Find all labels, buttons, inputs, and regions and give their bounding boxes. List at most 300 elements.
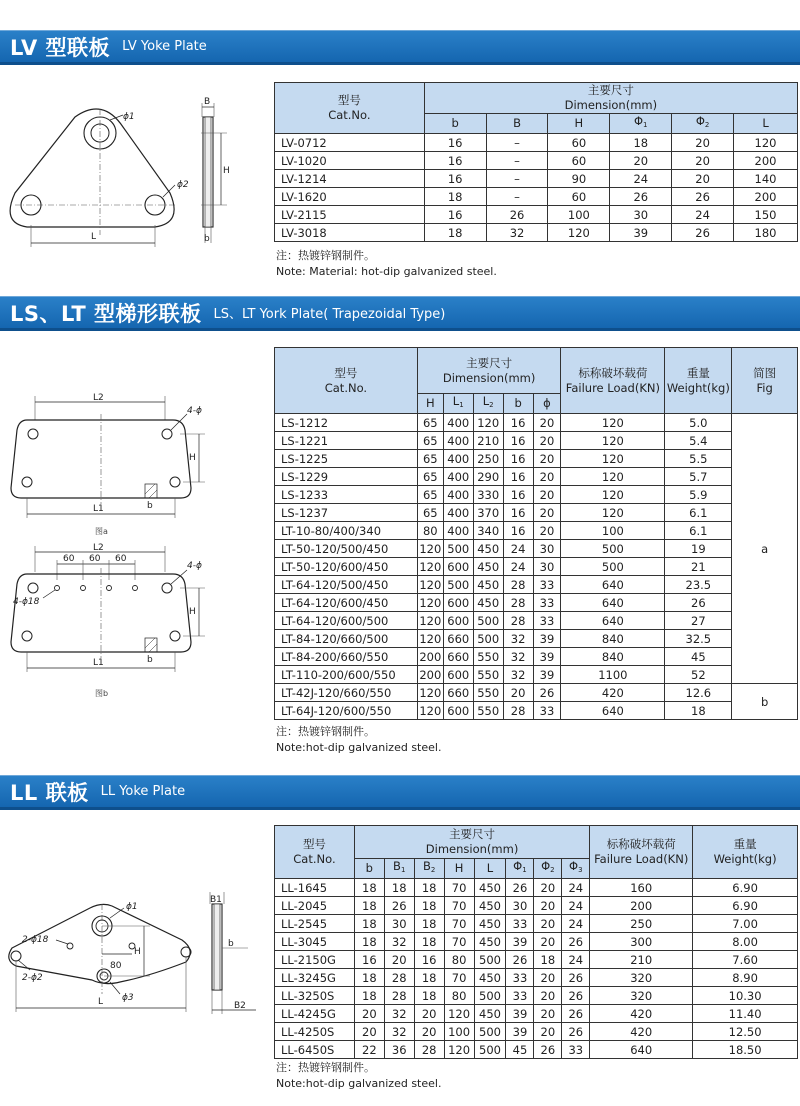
table-cell: 19	[665, 540, 732, 558]
table-cell: 33	[506, 915, 534, 933]
table-row	[275, 648, 798, 666]
table-cell: 250	[473, 450, 503, 468]
table-cell: 33	[533, 594, 561, 612]
ls-b-L2-label: L2	[93, 543, 104, 553]
table-row	[275, 1023, 798, 1041]
table-cell: 26	[486, 206, 548, 224]
ll-load-header	[590, 826, 693, 879]
table-cell: 400	[443, 486, 473, 504]
cat-header-cn: 型号	[302, 837, 326, 851]
col-header: $B_1$	[384, 859, 414, 879]
ls-b-60b-label: 60	[89, 554, 101, 564]
table-cell: 400	[443, 450, 473, 468]
section-title-cn: LL 联板	[10, 780, 89, 805]
table-cell: 20	[534, 915, 562, 933]
table-cell: 840	[561, 648, 665, 666]
table-cell: 450	[474, 879, 506, 897]
cat-header-cn: 型号	[334, 365, 358, 380]
fig-cell: b	[732, 684, 798, 720]
table-row	[275, 1041, 798, 1059]
ll-spec-table	[274, 825, 798, 1059]
table-cell: 550	[473, 702, 503, 720]
table-cell: 500	[561, 540, 665, 558]
ll-phi1-label: ϕ1	[126, 902, 138, 912]
table-cell: 26	[562, 1005, 590, 1023]
table-cell: 28	[503, 576, 533, 594]
table-row	[275, 522, 798, 540]
table-cell: 640	[590, 1041, 693, 1059]
col-header: B	[486, 114, 548, 134]
table-cell: 420	[590, 1005, 693, 1023]
table-cell: 120	[417, 702, 443, 720]
table-cell: 16	[414, 951, 444, 969]
table-cell: 60	[548, 134, 610, 152]
table-cell: 20	[672, 152, 734, 170]
table-cell: 30	[533, 540, 561, 558]
table-cell: 20	[534, 969, 562, 987]
table-cell: 80	[444, 951, 474, 969]
table-cell: 33	[506, 969, 534, 987]
table-cell: 660	[443, 648, 473, 666]
table-cell: 5.0	[665, 414, 732, 432]
table-cell: 640	[561, 594, 665, 612]
col-header: ϕ	[533, 394, 561, 414]
table-cell: 45	[506, 1041, 534, 1059]
ll-80-label: 80	[110, 961, 122, 971]
table-cell: 90	[548, 170, 610, 188]
table-cell: 26	[534, 1041, 562, 1059]
table-cell: 18	[414, 987, 444, 1005]
ls-b-L1-label: L1	[93, 658, 104, 668]
table-cell: 32	[384, 1005, 414, 1023]
table-cell: 32	[486, 224, 548, 242]
table-cell: 550	[473, 648, 503, 666]
table-cell: 18	[534, 951, 562, 969]
col-header: $\Phi_1$	[610, 114, 672, 134]
ls-cat-header	[275, 348, 418, 414]
table-row	[275, 468, 798, 486]
table-cell: 660	[443, 684, 473, 702]
table-cell: 450	[473, 594, 503, 612]
ls-a-phi-label: 4-ϕ	[187, 406, 202, 416]
table-row	[275, 594, 798, 612]
table-cell: 120	[444, 1005, 474, 1023]
table-cell: 28	[503, 612, 533, 630]
ls-a-L2-label: L2	[93, 393, 104, 403]
ll-weight-header	[693, 826, 798, 879]
cat-header-en: Cat.No.	[293, 852, 336, 866]
ll-phi18-label: 2-ϕ18	[22, 935, 49, 945]
ls-a-caption: 图a	[95, 527, 108, 536]
table-cell: 28	[414, 1041, 444, 1059]
cat-no-cell: LV-1620	[275, 188, 425, 206]
cat-no-cell: LS-1221	[275, 432, 418, 450]
table-cell: 20	[610, 152, 672, 170]
table-cell: 18	[424, 188, 486, 206]
table-cell: 30	[610, 206, 672, 224]
table-cell: 20	[533, 414, 561, 432]
table-cell: 16	[424, 206, 486, 224]
table-cell: 450	[474, 915, 506, 933]
table-cell: 640	[561, 576, 665, 594]
dim-header-cn: 主要尺寸	[449, 827, 496, 841]
table-cell: 28	[503, 702, 533, 720]
table-row	[275, 969, 798, 987]
table-cell: 33	[533, 702, 561, 720]
table-cell: 18	[414, 933, 444, 951]
table-cell: 20	[533, 450, 561, 468]
cat-no-cell: LL-2545	[275, 915, 355, 933]
table-cell: 450	[473, 540, 503, 558]
table-cell: 120	[417, 540, 443, 558]
table-cell: 18	[424, 224, 486, 242]
cat-no-cell: LT-110-200/600/550	[275, 666, 418, 684]
table-cell: 80	[417, 522, 443, 540]
cat-no-cell: LV-1020	[275, 152, 425, 170]
note-cn: 注：热镀锌钢制件。	[276, 249, 375, 262]
section-title-en: LL Yoke Plate	[100, 784, 186, 799]
table-cell: 20	[354, 1005, 384, 1023]
table-cell: 120	[417, 558, 443, 576]
col-header: $\Phi_2$	[672, 114, 734, 134]
table-cell: 600	[443, 594, 473, 612]
table-cell: 200	[590, 897, 693, 915]
table-row	[275, 224, 798, 242]
table-cell: 500	[474, 1023, 506, 1041]
table-cell: 18	[354, 987, 384, 1005]
table-cell: 18	[414, 969, 444, 987]
lv-H-label: H	[223, 166, 230, 176]
cat-no-cell: LL-2150G	[275, 951, 355, 969]
ls-b-60a-label: 60	[63, 554, 75, 564]
ll-phi3-label: ϕ3	[122, 993, 134, 1003]
table-cell: 600	[443, 666, 473, 684]
table-cell: 24	[562, 951, 590, 969]
table-cell: 22	[354, 1041, 384, 1059]
weight-header-en: Weight(kg)	[713, 852, 777, 866]
table-cell: 18	[354, 969, 384, 987]
table-cell: 26	[506, 951, 534, 969]
table-cell: 65	[417, 414, 443, 432]
col-header: H	[417, 394, 443, 414]
col-header: $\Phi_3$	[562, 859, 590, 879]
section-title-cn: LS、LT 型梯形联板	[10, 301, 202, 326]
table-row	[275, 558, 798, 576]
table-cell: 39	[506, 1023, 534, 1041]
table-cell: 80	[444, 987, 474, 1005]
section-header-lv	[0, 30, 800, 65]
table-cell: 39	[610, 224, 672, 242]
table-cell: 120	[444, 1041, 474, 1059]
table-cell: 20	[414, 1023, 444, 1041]
col-header: b	[424, 114, 486, 134]
table-cell: 120	[473, 414, 503, 432]
dim-header-en: Dimension(mm)	[425, 842, 519, 856]
ls-weight-header	[665, 348, 732, 414]
table-cell: 18	[354, 933, 384, 951]
table-cell: 33	[533, 612, 561, 630]
table-row	[275, 702, 798, 720]
cat-header-en: Cat.No.	[328, 108, 371, 122]
table-cell: 16	[503, 504, 533, 522]
table-row	[275, 933, 798, 951]
table-cell: 70	[444, 879, 474, 897]
table-cell: 32	[503, 648, 533, 666]
table-row	[275, 630, 798, 648]
table-cell: –	[486, 188, 548, 206]
weight-header-cn: 重量	[733, 837, 757, 851]
table-cell: 18	[414, 879, 444, 897]
table-cell: 400	[443, 468, 473, 486]
table-cell: 420	[561, 684, 665, 702]
table-cell: 500	[474, 1041, 506, 1059]
section-title-cn: LV 型联板	[10, 35, 111, 60]
table-cell: 420	[590, 1023, 693, 1041]
cat-no-cell: LT-42J-120/660/550	[275, 684, 418, 702]
table-cell: 20	[534, 933, 562, 951]
table-cell: 200	[417, 666, 443, 684]
table-cell: 24	[610, 170, 672, 188]
table-cell: 24	[562, 879, 590, 897]
table-cell: 200	[734, 188, 798, 206]
cat-no-cell: LS-1237	[275, 504, 418, 522]
ll-note	[276, 1060, 441, 1092]
table-cell: 140	[734, 170, 798, 188]
ls-drawing-b	[5, 540, 220, 702]
table-cell: 330	[473, 486, 503, 504]
table-cell: 120	[561, 486, 665, 504]
table-cell: 39	[506, 1005, 534, 1023]
table-cell: 20	[533, 522, 561, 540]
ls-b-H-label: H	[189, 607, 196, 617]
table-cell: 30	[533, 558, 561, 576]
table-cell: 20	[672, 170, 734, 188]
cat-no-cell: LT-64-120/600/500	[275, 612, 418, 630]
table-cell: 16	[424, 134, 486, 152]
table-row	[275, 486, 798, 504]
col-header: L	[474, 859, 506, 879]
table-cell: 60	[548, 188, 610, 206]
section-title-en: LV Yoke Plate	[122, 39, 207, 54]
table-cell: 450	[473, 576, 503, 594]
note-en: Note:hot-dip galvanized steel.	[276, 1077, 442, 1090]
table-cell: –	[486, 134, 548, 152]
table-cell: 18.50	[693, 1041, 798, 1059]
table-cell: 18	[610, 134, 672, 152]
lv-note	[276, 248, 497, 280]
table-cell: 28	[503, 594, 533, 612]
table-cell: 250	[590, 915, 693, 933]
cat-no-cell: LT-50-120/600/450	[275, 558, 418, 576]
table-cell: 33	[533, 576, 561, 594]
table-cell: 450	[474, 933, 506, 951]
col-header: H	[444, 859, 474, 879]
cat-no-cell: LL-1645	[275, 879, 355, 897]
fig-header-en: Fig	[756, 380, 773, 395]
ls-dim-header	[417, 348, 561, 394]
table-cell: 100	[548, 206, 610, 224]
table-cell: 20	[533, 468, 561, 486]
table-cell: 39	[533, 630, 561, 648]
ls-a-L1-label: L1	[93, 504, 104, 514]
table-cell: 400	[443, 522, 473, 540]
table-cell: 26	[562, 987, 590, 1005]
lv-phi2-label: ϕ2	[177, 180, 189, 190]
cat-no-cell: LV-0712	[275, 134, 425, 152]
table-cell: 5.9	[665, 486, 732, 504]
table-row	[275, 152, 798, 170]
cat-no-cell: LT-64-120/500/450	[275, 576, 418, 594]
table-cell: 32	[503, 630, 533, 648]
table-cell: 20	[503, 684, 533, 702]
table-cell: 18	[354, 897, 384, 915]
col-header: $L_1$	[443, 394, 473, 414]
col-header: H	[548, 114, 610, 134]
dim-header-cn: 主要尺寸	[466, 355, 513, 370]
table-cell: 120	[561, 414, 665, 432]
cat-no-cell: LV-1214	[275, 170, 425, 188]
table-cell: 180	[734, 224, 798, 242]
table-cell: 26	[384, 897, 414, 915]
table-cell: 70	[444, 915, 474, 933]
table-cell: 28	[384, 987, 414, 1005]
table-cell: 210	[590, 951, 693, 969]
table-cell: 500	[473, 630, 503, 648]
table-cell: 26	[506, 879, 534, 897]
ls-a-H-label: H	[189, 453, 196, 463]
table-cell: 23.5	[665, 576, 732, 594]
table-cell: 45	[665, 648, 732, 666]
ls-b-phi-label: 4-ϕ	[187, 561, 202, 571]
lv-L-label: L	[91, 232, 97, 242]
table-cell: 500	[474, 987, 506, 1005]
table-cell: 120	[417, 576, 443, 594]
lv-spec-table	[274, 82, 798, 242]
table-cell: 120	[417, 612, 443, 630]
table-cell: 65	[417, 486, 443, 504]
table-row	[275, 684, 798, 702]
table-cell: 150	[734, 206, 798, 224]
table-cell: 400	[443, 414, 473, 432]
cat-no-cell: LT-64-120/600/450	[275, 594, 418, 612]
table-cell: 26	[665, 594, 732, 612]
table-cell: 70	[444, 897, 474, 915]
table-cell: 660	[443, 630, 473, 648]
table-cell: 18	[354, 879, 384, 897]
note-cn: 注：热镀锌钢制件。	[276, 1061, 375, 1074]
ll-b-label: b	[228, 939, 234, 949]
table-cell: 370	[473, 504, 503, 522]
table-cell: 7.60	[693, 951, 798, 969]
table-row	[275, 432, 798, 450]
cat-no-cell: LV-2115	[275, 206, 425, 224]
cat-no-cell: LL-6450S	[275, 1041, 355, 1059]
table-cell: 5.5	[665, 450, 732, 468]
table-row	[275, 879, 798, 897]
table-cell: 16	[503, 468, 533, 486]
table-row	[275, 170, 798, 188]
note-en: Note:hot-dip galvanized steel.	[276, 741, 442, 754]
table-row	[275, 612, 798, 630]
table-cell: 210	[473, 432, 503, 450]
table-row	[275, 134, 798, 152]
table-cell: 8.90	[693, 969, 798, 987]
table-cell: 5.7	[665, 468, 732, 486]
table-cell: 20	[354, 1023, 384, 1041]
lv-phi1-label: ϕ1	[123, 112, 135, 122]
load-header-cn: 标称破坏载荷	[606, 837, 676, 851]
cat-no-cell: LT-10-80/400/340	[275, 522, 418, 540]
ls-a-b-label: b	[147, 501, 153, 511]
table-cell: 340	[473, 522, 503, 540]
cat-no-cell: LL-3245G	[275, 969, 355, 987]
table-row	[275, 987, 798, 1005]
table-cell: 450	[474, 1005, 506, 1023]
table-cell: 26	[562, 969, 590, 987]
col-header: b	[503, 394, 533, 414]
table-cell: 500	[473, 612, 503, 630]
col-header: L	[734, 114, 798, 134]
table-cell: 26	[533, 684, 561, 702]
table-cell: 100	[444, 1023, 474, 1041]
ls-b-phi18-label: 4-ϕ18	[13, 597, 40, 607]
table-row	[275, 951, 798, 969]
table-cell: 290	[473, 468, 503, 486]
table-cell: 100	[561, 522, 665, 540]
table-cell: 65	[417, 504, 443, 522]
section-title-en: LS、LT York Plate( Trapezoidal Type)	[213, 307, 446, 322]
table-row	[275, 414, 798, 432]
table-cell: 18	[354, 915, 384, 933]
table-cell: 26	[562, 933, 590, 951]
ls-drawing-a	[5, 390, 220, 540]
table-cell: 30	[384, 915, 414, 933]
table-cell: 6.90	[693, 879, 798, 897]
cat-no-cell: LS-1212	[275, 414, 418, 432]
dim-header-en: Dimension(mm)	[442, 370, 536, 385]
note-cn: 注：热镀锌钢制件。	[276, 725, 375, 738]
table-cell: 16	[424, 152, 486, 170]
ls-load-header	[561, 348, 665, 414]
cat-no-cell: LL-4245G	[275, 1005, 355, 1023]
table-cell: 20	[534, 897, 562, 915]
ls-fig-header	[732, 348, 798, 414]
table-cell: 18	[384, 879, 414, 897]
table-row	[275, 576, 798, 594]
table-cell: 65	[417, 432, 443, 450]
table-cell: 200	[417, 648, 443, 666]
ls-b-b-label: b	[147, 655, 153, 665]
table-cell: 16	[503, 522, 533, 540]
table-cell: 550	[473, 684, 503, 702]
col-header: $B_2$	[414, 859, 444, 879]
table-row	[275, 897, 798, 915]
table-cell: 120	[417, 684, 443, 702]
ls-b-60c-label: 60	[115, 554, 127, 564]
table-cell: 640	[561, 612, 665, 630]
table-cell: 32	[503, 666, 533, 684]
note-en: Note: Material: hot-dip galvanized steel.	[276, 265, 497, 278]
table-cell: 300	[590, 933, 693, 951]
cat-no-cell: LT-64J-120/600/550	[275, 702, 418, 720]
table-cell: 65	[417, 450, 443, 468]
table-cell: 600	[443, 612, 473, 630]
table-cell: 24	[503, 540, 533, 558]
table-cell: 70	[444, 933, 474, 951]
load-header-en: Failure Load(KN)	[594, 852, 689, 866]
table-cell: 18	[665, 702, 732, 720]
table-row	[275, 1005, 798, 1023]
